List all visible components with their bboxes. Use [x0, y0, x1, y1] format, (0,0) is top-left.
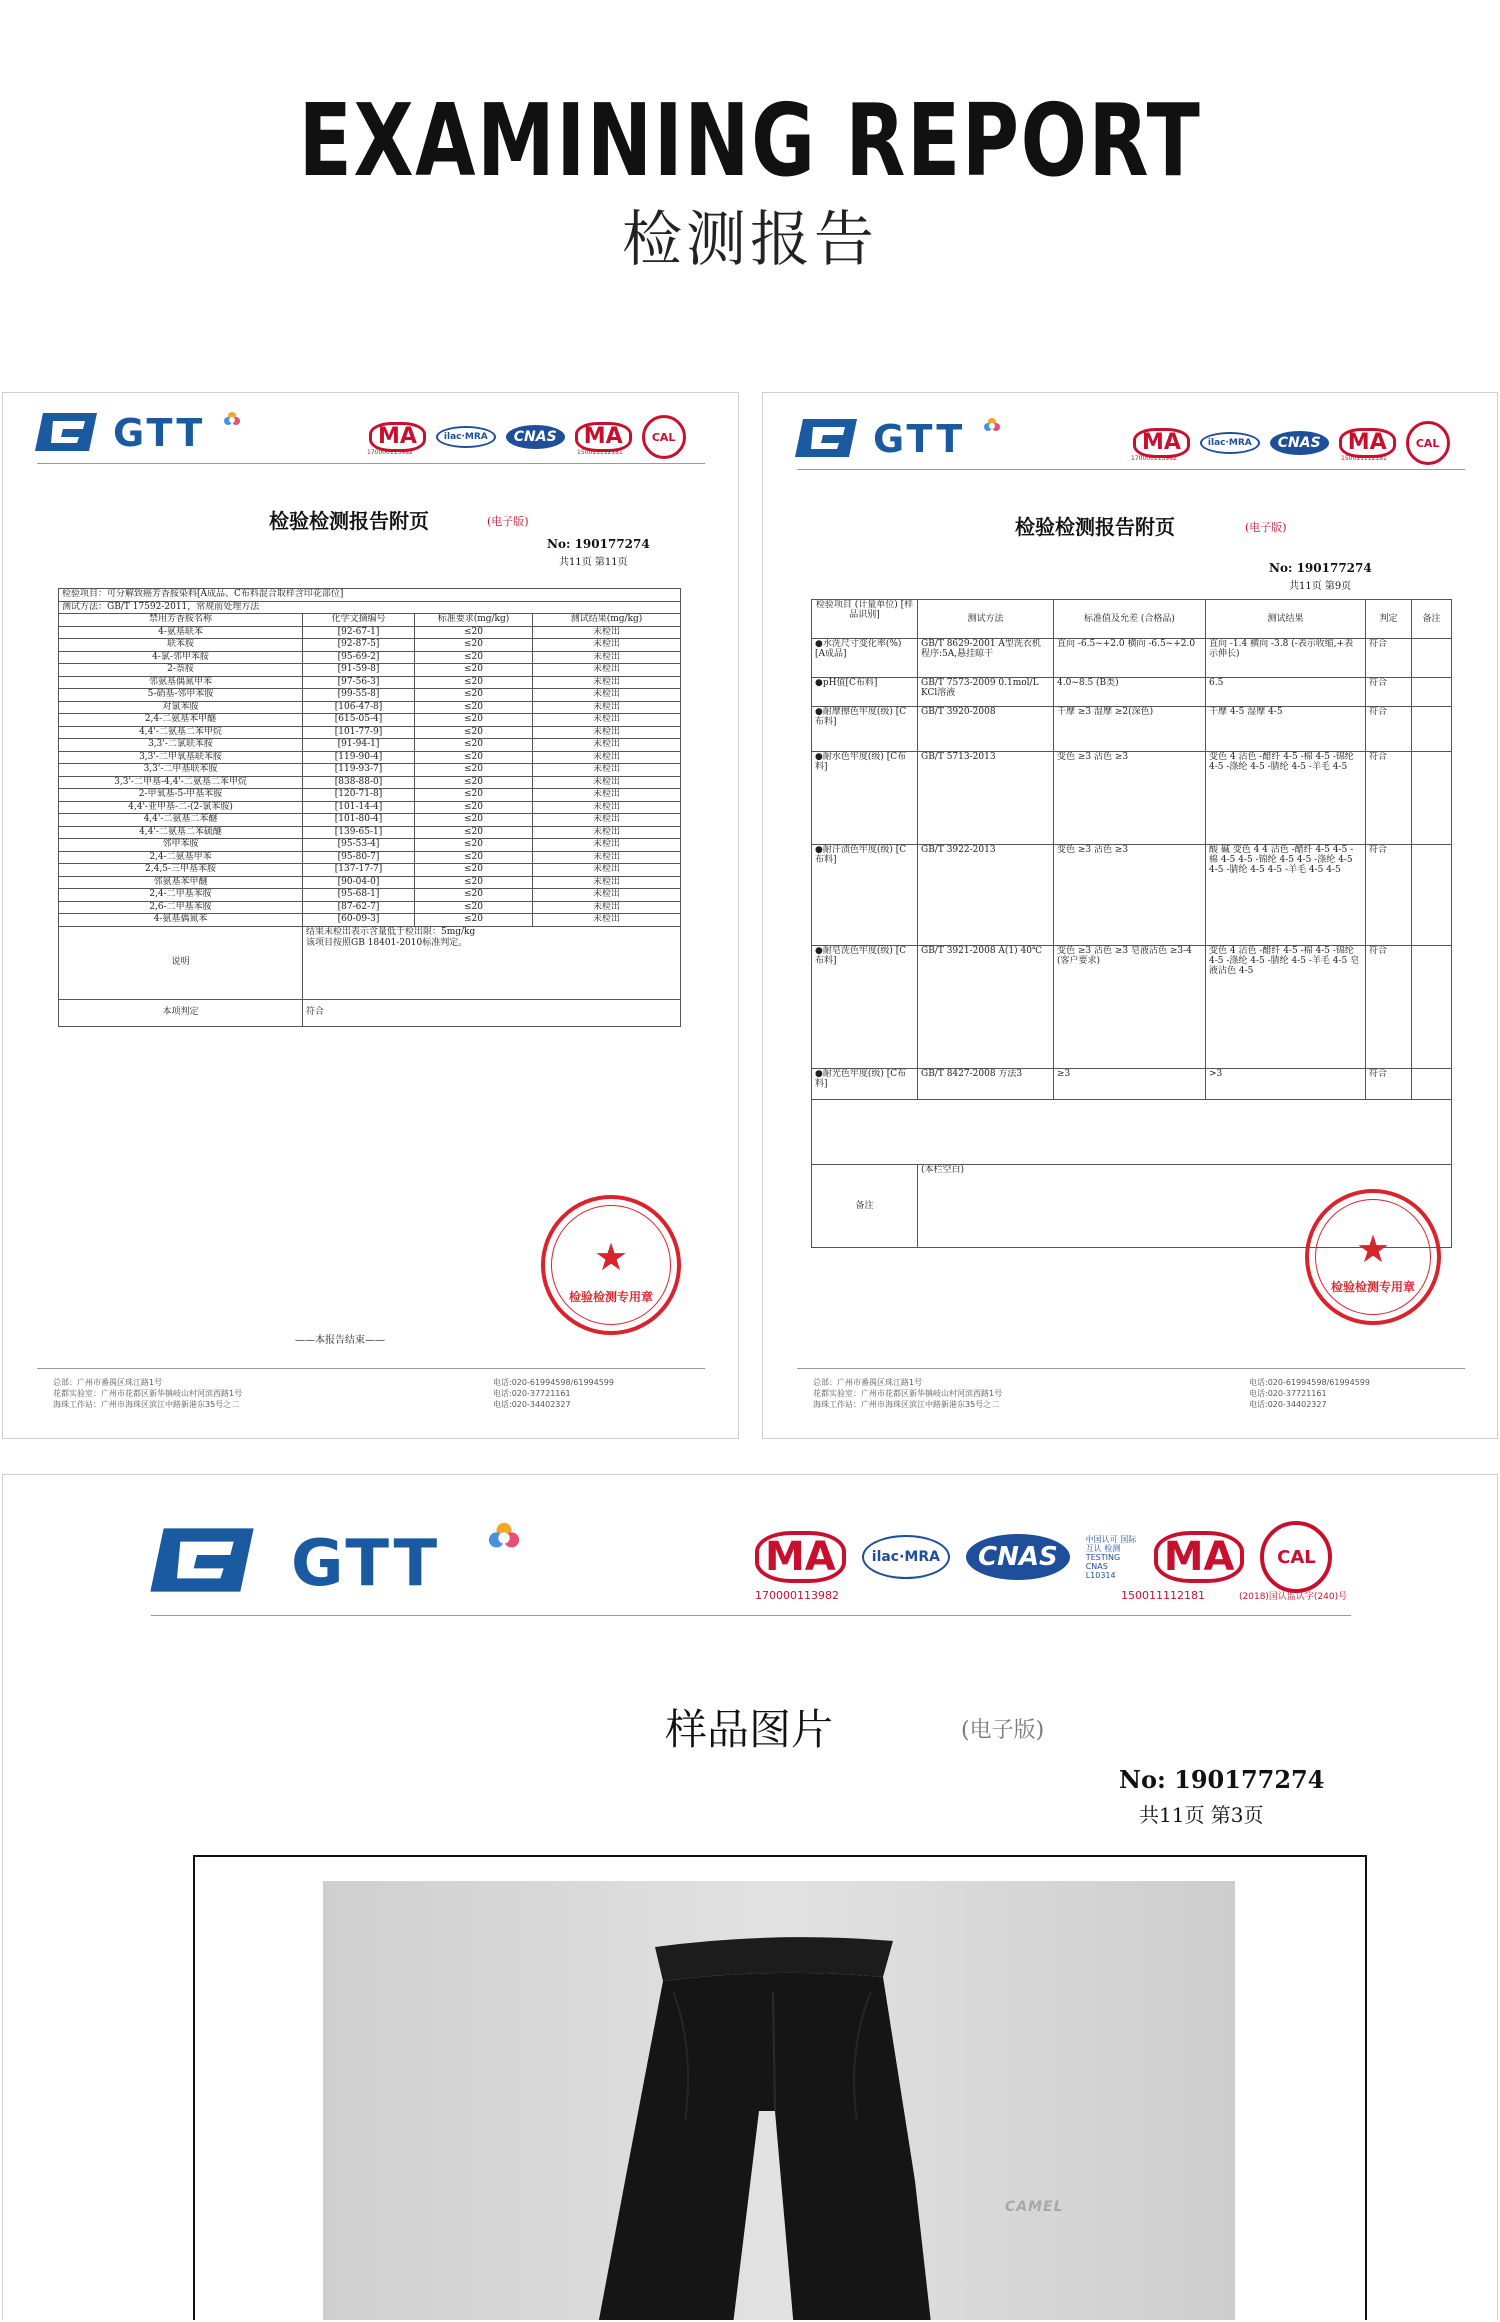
cnas-badge: CNAS — [966, 1534, 1070, 1580]
table-row: 2,6-二甲基苯胺 [87-62-7] ≤20 未检出 — [59, 901, 681, 914]
table-row: 2-萘胺 [91-59-8] ≤20 未检出 — [59, 664, 681, 677]
cma-number-2: 150011112181 — [1121, 1589, 1205, 1602]
note-cell: 结果未检出表示含量低于检出限：5mg/kg 该项目按照GB 18401-2010标准判定。 — [303, 926, 681, 999]
cma-badge: MA — [1133, 428, 1190, 458]
table-row: 3,3'-二甲基联苯胺 [119-93-7] ≤20 未检出 — [59, 764, 681, 777]
inspection-stamp: ★ 检验检测专用章 — [1305, 1189, 1441, 1325]
table-row: ●耐摩擦色牢度(级) [C布料] GB/T 3920-2008 干摩 ≥3 湿摩 ≥2(深色) 干摩 4-5 湿摩 4-5 符合 — [812, 707, 1452, 752]
gtt-wordmark: GTT — [291, 1527, 441, 1601]
doc-edition: (电子版) — [1245, 521, 1287, 534]
cma-number-2: 150011112181 — [1341, 455, 1387, 462]
cal-number: (2018)国认监认字(240)号 — [1239, 1592, 1348, 1602]
table-row: 2,4-二氨基苯甲醚 [615-05-4] ≤20 未检出 — [59, 714, 681, 727]
table-row: 3,3'-二甲氧基联苯胺 [119-90-4] ≤20 未检出 — [59, 751, 681, 764]
product-logo: CAMEL — [1005, 2199, 1064, 2215]
flower-icon — [487, 1521, 521, 1555]
report-end: ——本报告结束—— — [295, 1335, 385, 1346]
table-row: ●耐皂洗色牢度(级) [C布料] GB/T 3921-2008 A(1) 40℃ 变色 ≥3 沾色 ≥3 皂液沾色 ≥3-4 (客户要求) 变色 4 沾色 -醋纤 4-5 -棉 4-5 -锦纶 4-5 -涤纶 4-5 -腈纶 4-5 -羊毛 4-5 皂液沾色 4-5 符合 — [812, 946, 1452, 1069]
ilac-mra-badge: ilac·MRA — [1200, 432, 1260, 454]
remark-cell — [1412, 707, 1452, 752]
remark-cell — [1412, 639, 1452, 678]
table-row: 2,4,5-三甲基苯胺 [137-17-7] ≤20 未检出 — [59, 864, 681, 877]
cma-badge-2: MA — [575, 422, 632, 452]
cal-badge: CAL — [642, 415, 686, 459]
cma-badge-2: MA — [1339, 428, 1396, 458]
remark-value: (本栏空白) — [918, 1165, 1452, 1248]
cma-number: 170000113982 — [1131, 455, 1177, 462]
table-row: 对氯苯胺 [106-47-8] ≤20 未检出 — [59, 701, 681, 714]
page-indicator: 共11页 第3页 — [1139, 1803, 1264, 1827]
page-indicator: 共11页 第11页 — [559, 557, 628, 568]
table-row: 邻氨基偶氮甲苯 [97-56-3] ≤20 未检出 — [59, 676, 681, 689]
report-number: No: 190177274 — [1119, 1765, 1325, 1794]
doc-title: 检验检测报告附页 — [1015, 515, 1175, 539]
table-row: 5-硝基-邻甲苯胺 [99-55-8] ≤20 未检出 — [59, 689, 681, 702]
table-row: 2-甲氧基-5-甲基苯胺 [120-71-8] ≤20 未检出 — [59, 789, 681, 802]
hero-title-en: EXAMINING REPORT — [298, 82, 1202, 199]
hero-title-cn: 检测报告 — [622, 205, 878, 275]
photo-frame — [193, 1855, 1367, 2320]
cma-number-2: 150011112181 — [577, 449, 623, 456]
remark-cell — [1412, 1069, 1452, 1100]
gtt-logo-icon — [143, 1525, 261, 1595]
cnas-side-text: 中国认可 国际互认 检测 TESTING CNAS L10314 — [1085, 1534, 1137, 1580]
table-row: ●耐汗渍色牢度(级) [C布料] GB/T 3922-2013 变色 ≥3 沾色 ≥3 酸 碱 变色 4 4 沾色 -醋纤 4-5 4-5 -棉 4-5 4-5 -锦纶 4-5 4-5 -涤纶 4-5 4-5 -腈纶 4-5 4-5 -羊毛 4-5 4-5 符合 — [812, 845, 1452, 946]
gtt-wordmark: GTT — [873, 417, 966, 461]
flower-icon — [983, 417, 1001, 435]
table-row: 联苯胺 [92-87-5] ≤20 未检出 — [59, 639, 681, 652]
remark-cell — [1412, 946, 1452, 1069]
sample-photo-page — [2, 1474, 1498, 2320]
remark-cell — [1412, 752, 1452, 845]
gtt-wordmark: GTT — [113, 411, 206, 455]
note-label: 说明 — [59, 926, 303, 999]
ilac-mra-badge: ilac·MRA — [436, 426, 496, 448]
fastness-table — [811, 599, 1452, 1248]
table-header: 检验项目 (计量单位) [样品识别] 测试方法 标准值及允差 (合格品) 测试结果 判定 备注 — [812, 600, 1452, 639]
cma-badge: MA — [755, 1531, 846, 1583]
cal-badge: CAL — [1260, 1521, 1332, 1593]
remark-cell — [1412, 845, 1452, 946]
pants-image — [323, 1881, 1235, 2320]
report-page-right: GTT MA ilac·MRA CNAS MA CAL 170000113982 150011112181 检验检测报告附页 (电子版) No: 190177274 共11页 第9页 检验项目 (计量单位) [样品识别] 测试方法 标准值及允差 (合格品) 测试结果 判定 备注 ●水洗尺寸变化率(%) [A成品] GB/T 8629-2001 A型洗衣机 程序:5A,悬挂晾干 直向 -6.5~+2.0 横向 -6.5~+2.0 直向 -1.4 横向 -3.8 (-表示收缩,+表示伸长) 符合 ●pH值[C布料] GB/T 7573-2009 0.1mol/L KCl溶液 4.0~8.5 (B类) 6.5 符合 ●耐摩擦色牢度(级) [C布料] GB/T 3920-2008 干摩 ≥3 湿摩 ≥2(深色) 干摩 4-5 湿摩 4-5 符合 ●耐水色牢度(级) [C布料] GB/T 5713-2013 变色 ≥3 沾色 ≥3 变色 4 沾色 -醋纤 4-5 -棉 4-5 -锦纶 4-5 -涤纶 4-5 -腈纶 4-5 -羊毛 4-5 符合 ●耐汗渍色牢度(级) [C布料] GB/T 3922-2013 变色 ≥3 沾色 ≥3 酸 碱 变色 4 4 沾色 -醋纤 4-5 4-5 -棉 4-5 4-5 -锦纶 4-5 4-5 -涤纶 4-5 4-5 -腈纶 4-5 4-5 -羊毛 4-5 4-5 符合 ●耐皂洗色牢度(级) [C布料] GB/T 3921-2008 A(1) 40℃ 变色 ≥3 沾色 ≥3 皂液沾色 ≥3-4 (客户要求) 变色 4 沾色 -醋纤 4-5 -棉 4-5 -锦纶 4-5 -涤纶 4-5 -腈纶 4-5 -羊毛 4-5 皂液沾色 4-5 符合 ●耐光色牢度(级) [C布料] GB/T 8427-2008 方法3 ≥3 >3 符合 备注 (本栏空白) ★ 检验检测专用章 总部：广州市番禺区珠江路1号 花都实验室：广州市花都区新华镇岐山村河滨西路1号 海珠工作站：广州市海珠区滨江中路新港东35号之二 电话:020-61994598/61994599 电话:020-37721161 电话:020-34402327 — [762, 392, 1498, 1439]
doc-title: 样品图片 — [665, 1705, 834, 1754]
table-row: ●耐水色牢度(级) [C布料] GB/T 5713-2013 变色 ≥3 沾色 ≥3 变色 4 沾色 -醋纤 4-5 -棉 4-5 -锦纶 4-5 -涤纶 4-5 -腈纶 4-5 -羊毛 4-5 符合 — [812, 752, 1452, 845]
test-item: 检验项目：可分解致癌芳香胺染料[A成品、C布料混合取样含印花部位] — [59, 589, 681, 602]
cma-number: 170000113982 — [367, 449, 413, 456]
table-row: 4,4'-二氨基二苯硫醚 [139-65-1] ≤20 未检出 — [59, 826, 681, 839]
table-row: 4,4'-二氨基二苯甲烷 [101-77-9] ≤20 未检出 — [59, 726, 681, 739]
report-number: No: 190177274 — [547, 537, 650, 551]
verdict-value: 符合 — [303, 999, 681, 1026]
table-row: ●水洗尺寸变化率(%) [A成品] GB/T 8629-2001 A型洗衣机 程序:5A,悬挂晾干 直向 -6.5~+2.0 横向 -6.5~+2.0 直向 -1.4 横向 -3.8 (-表示收缩,+表示伸长) 符合 — [812, 639, 1452, 678]
cal-badge: CAL — [1406, 421, 1450, 465]
table-row: 4-氯-邻甲苯胺 [95-69-2] ≤20 未检出 — [59, 651, 681, 664]
doc-edition: (电子版) — [961, 1718, 1045, 1743]
cnas-badge: CNAS — [506, 425, 565, 449]
cnas-badge: CNAS — [1270, 431, 1329, 455]
table-header: 禁用芳香胺名称 化学文摘编号 标准要求(mg/kg) 测试结果(mg/kg) — [59, 614, 681, 627]
table-row: 邻甲苯胺 [95-53-4] ≤20 未检出 — [59, 839, 681, 852]
report-number: No: 190177274 — [1269, 561, 1372, 575]
table-row: 4-氨基偶氮苯 [60-09-3] ≤20 未检出 — [59, 914, 681, 927]
table-row: ●耐光色牢度(级) [C布料] GB/T 8427-2008 方法3 ≥3 >3 符合 — [812, 1069, 1452, 1100]
test-method: 测试方法：GB/T 17592-2011，常规前处理方法 — [59, 601, 681, 614]
remark-cell — [1412, 678, 1452, 707]
cma-number: 170000113982 — [755, 1589, 839, 1602]
table-row: 4-氨基联苯 [92-67-1] ≤20 未检出 — [59, 626, 681, 639]
blank-row — [812, 1100, 1452, 1165]
doc-title: 检验检测报告附页 — [269, 509, 429, 533]
report-page-left: GTT MA ilac·MRA CNAS MA CAL 170000113982 150011112181 检验检测报告附页 (电子版) No: 190177274 共11页 第11页 检验项目：可分解致癌芳香胺染料[A成品、C布料混合取样含印花部位] 测试方法：GB/T 17592-2011，常规前处理方法 禁用芳香胺名称 化学文摘编号 标准要求(mg/kg) 测试结果(mg/kg) 4-氨基联苯 [92-67-1] ≤20 未检出 联苯胺 [92-87-5] ≤20 未检出 4-氯-邻甲苯胺 [95-69-2] ≤20 未检出 2-萘胺 [91-59-8] ≤20 未检出 邻氨基偶氮甲苯 [97-56-3] ≤20 未检出 5-硝基-邻甲苯胺 [99-55-8] ≤20 未检出 对氯苯胺 [106-47-8] ≤20 未检出 2,4-二氨基苯甲醚 [615-05-4] ≤20 未检出 4,4'-二氨基二苯甲烷 [101-77-9] ≤20 未检出 3,3'-二氯联苯胺 [91-94-1] ≤20 未检出 3,3'-二甲氧基联苯胺 [119-90-4] ≤20 未检出 3,3'-二甲基联苯胺 [119-93-7] ≤20 未检出 3,3'-二甲基-4,4'-二氨基二苯甲烷 [838-88-0] ≤20 未检出 2-甲氧基-5-甲基苯胺 [120-71-8] ≤20 未检出 4,4'-亚甲基-二-(2-氯苯胺) [101-14-4] ≤20 未检出 4,4'-二氨基二苯醚 [101-80-4] ≤20 未检出 4,4'-二氨基二苯硫醚 [139-65-1] ≤20 未检出 邻甲苯胺 [95-53-4] ≤20 未检出 2,4-二氨基甲苯 [95-80-7] ≤20 未检出 2,4,5-三甲基苯胺 [137-17-7] ≤20 未检出 邻氨基苯甲醚 [90-04-0] ≤20 未检出 2,4-二甲基苯胺 [95-68-1] ≤20 未检出 2,6-二甲基苯胺 [87-62-7] ≤20 未检出 4-氨基偶氮苯 [60-09-3] ≤20 未检出 说明 结果未检出表示含量低于检出限：5mg/kg 该项目按照GB 18401-2010标准判定。 本项判定 符合 ★ 检验检测专用章 ——本报告结束—— 总部：广州市番禺区珠江路1号 花都实验室：广州市花都区新华镇岐山村河滨西路1号 海珠工作站：广州市海珠区滨江中路新港东35号之二 电话:020-61994598/61994599 电话:020-37721161 电话:020-34402327 — [2, 392, 739, 1439]
table-row: 4,4'-亚甲基-二-(2-氯苯胺) [101-14-4] ≤20 未检出 — [59, 801, 681, 814]
amine-table — [58, 588, 681, 1027]
stamp-star-icon: ★ — [593, 1235, 629, 1280]
table-row: 4,4'-二氨基二苯醚 [101-80-4] ≤20 未检出 — [59, 814, 681, 827]
verdict-label: 本项判定 — [59, 999, 303, 1026]
table-row: 邻氨基苯甲醚 [90-04-0] ≤20 未检出 — [59, 876, 681, 889]
table-row: 3,3'-二氯联苯胺 [91-94-1] ≤20 未检出 — [59, 739, 681, 752]
doc-edition: (电子版) — [487, 515, 529, 528]
page-indicator: 共11页 第9页 — [1289, 581, 1352, 592]
table-row: ●pH值[C布料] GB/T 7573-2009 0.1mol/L KCl溶液 4.0~8.5 (B类) 6.5 符合 — [812, 678, 1452, 707]
table-row: 2,4-二氨基甲苯 [95-80-7] ≤20 未检出 — [59, 851, 681, 864]
cma-badge-2: MA — [1154, 1531, 1245, 1583]
remark-label: 备注 — [812, 1165, 918, 1248]
flower-icon — [223, 411, 241, 429]
cma-badge: MA — [369, 422, 426, 452]
gtt-logo-icon — [33, 411, 99, 453]
stamp-star-icon: ★ — [1355, 1227, 1391, 1272]
ilac-mra-badge: ilac·MRA — [862, 1535, 950, 1579]
table-row: 3,3'-二甲基-4,4'-二氨基二苯甲烷 [838-88-0] ≤20 未检出 — [59, 776, 681, 789]
sample-photo — [323, 1881, 1235, 2320]
table-row: 2,4-二甲基苯胺 [95-68-1] ≤20 未检出 — [59, 889, 681, 902]
gtt-logo-icon — [793, 417, 859, 459]
inspection-stamp: ★ 检验检测专用章 — [541, 1195, 681, 1335]
